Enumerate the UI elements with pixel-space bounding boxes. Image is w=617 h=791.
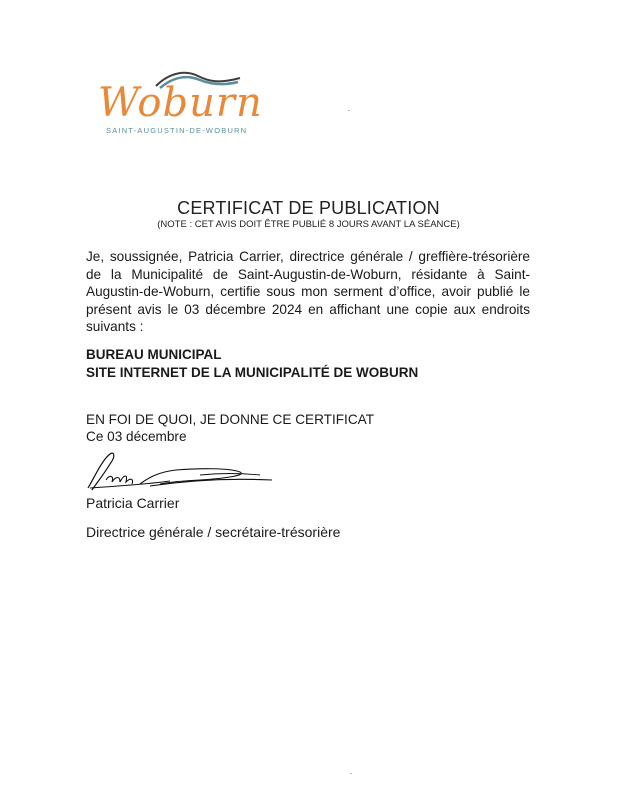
logo-wordmark: Woburn <box>98 80 263 126</box>
signer-name: Patricia Carrier <box>86 495 180 511</box>
scan-speck <box>350 773 352 774</box>
date-line: Ce 03 décembre <box>86 429 187 444</box>
logo-subtitle: SAINT-AUGUSTIN-DE-WOBURN <box>106 126 248 135</box>
posting-location: BUREAU MUNICIPAL <box>86 347 222 362</box>
document-title: CERTIFICAT DE PUBLICATION <box>177 198 440 218</box>
posting-locations <box>86 346 418 381</box>
handwritten-signature <box>80 448 280 498</box>
posting-location: SITE INTERNET DE LA MUNICIPALITÉ DE WOBURN <box>86 364 419 380</box>
municipality-logo <box>90 66 263 144</box>
scan-speck <box>348 110 350 111</box>
certificate-body: Je, soussignée, Patricia Carrier, directrice générale / greffière-trésorière de la Municipalité de Saint-Augustin-de-Woburn, résidante à Saint-Augustin-de-Woburn, certifie sous mon serment d’office, avoir publié le présent avis le 03 décembre 2024 en affichant une copie aux endroits suivants : <box>86 249 530 334</box>
document-note: (NOTE : CET AVIS DOIT ÊTRE PUBLIÉ 8 JOURS AVANT LA SÉANCE) <box>157 219 460 230</box>
attestation-block <box>86 411 374 445</box>
attestation-line: EN FOI DE QUOI, JE DONNE CE CERTIFICAT <box>86 412 375 427</box>
signer-role: Directrice générale / secrétaire-trésorière <box>86 524 341 540</box>
